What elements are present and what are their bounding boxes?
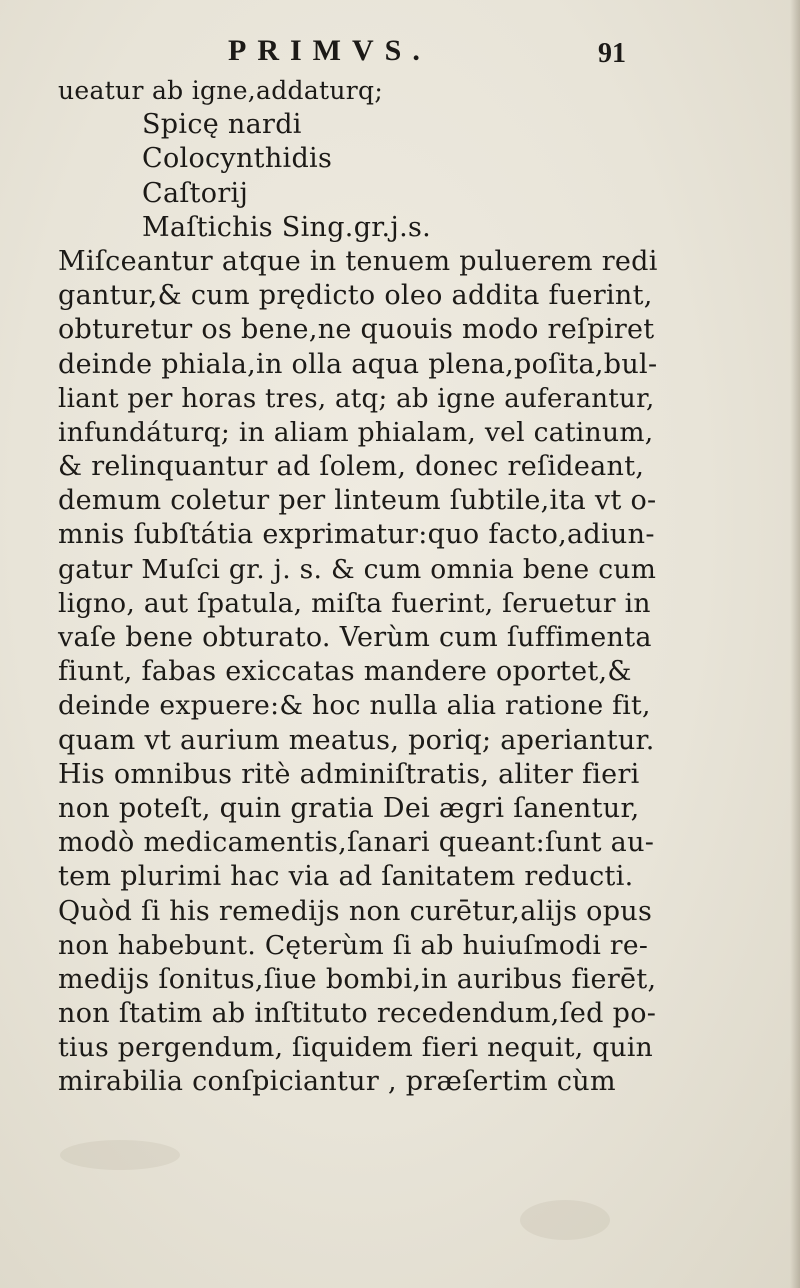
- text-line: ligno, aut ſpatula, miſta fuerint, ſeruetur in: [58, 587, 651, 619]
- text-line: Quòd ſi his remedijs non curētur,alijs opus: [58, 895, 653, 927]
- text-line: tem plurimi hac via ad ſanitatem reducti.: [58, 861, 634, 893]
- text-line: non poteſt, quin gratia Dei ægri ſanentur,: [58, 792, 640, 824]
- recipe-ingredient: Spicę nardi: [142, 109, 302, 141]
- text-line: vaſe bene obturato. Verùm cum ſuffimenta: [58, 622, 652, 653]
- page-edge-shadow: [790, 0, 800, 1288]
- text-line: mirabilia conſpiciantur , præſertim cùm: [58, 1066, 616, 1098]
- text-line: non ſtatim ab inſtituto recedendum,ſed po-: [58, 998, 657, 1030]
- text-line: Miſceantur atque in tenuem puluerem redi: [58, 245, 658, 277]
- text-line: His omnibus ritè adminiſtratis, aliter fieri: [58, 758, 640, 790]
- text-line: demum coletur per linteum ſubtile,ita vt o-: [58, 485, 657, 517]
- body-text: [58, 74, 658, 1100]
- text-line: deinde phiala,in olla aqua plena,poſita,bul-: [58, 348, 658, 380]
- text-line: gatur Muſci gr. j. s. & cum omnia bene cum: [58, 553, 657, 585]
- text-line: modò medicamentis,ſanari queant:ſunt au-: [58, 827, 655, 859]
- text-line: mnis ſubſtátia exprimatur:quo facto,adiun-: [58, 519, 655, 551]
- recipe-ingredient: Maſtichis Sing.gr.j.s.: [142, 211, 431, 243]
- text-line: liant per horas tres, atq; ab igne auferantur,: [58, 383, 655, 414]
- page-number: 91: [598, 38, 626, 69]
- text-line: fiunt, fabas exiccatas mandere oportet,&: [58, 656, 632, 688]
- text-line: non habebunt. Cęterùm ſi ab huiuſmodi re-: [58, 929, 649, 961]
- text-line: medijs ſonitus,ſiue bombi,in auribus fierēt,: [58, 963, 657, 995]
- text-line: infundáturq; in aliam phialam, vel catinum,: [58, 416, 654, 448]
- text-line: & relinquantur ad ſolem, donec reſideant,: [58, 451, 645, 483]
- paper-stain: [520, 1200, 610, 1240]
- page-header: [0, 34, 800, 74]
- text-line: ueatur ab igne,addaturq;: [58, 76, 384, 105]
- running-head: PRIMVS.: [228, 34, 431, 67]
- paper-stain: [60, 1140, 180, 1170]
- text-line: gantur,& cum prędicto oleo addita fuerint,: [58, 280, 653, 312]
- text-line: deinde expuere:& hoc nulla alia ratione fit,: [58, 690, 651, 722]
- recipe-ingredient: Caſtorij: [142, 177, 249, 209]
- text-line: tius pergendum, ſiquidem fieri nequit, quin: [58, 1032, 653, 1064]
- text-line: obturetur os bene,ne quouis modo reſpiret: [58, 314, 655, 346]
- text-line: quam vt aurium meatus, poriq; aperiantur.: [58, 724, 655, 756]
- recipe-ingredient: Colocynthidis: [142, 143, 333, 175]
